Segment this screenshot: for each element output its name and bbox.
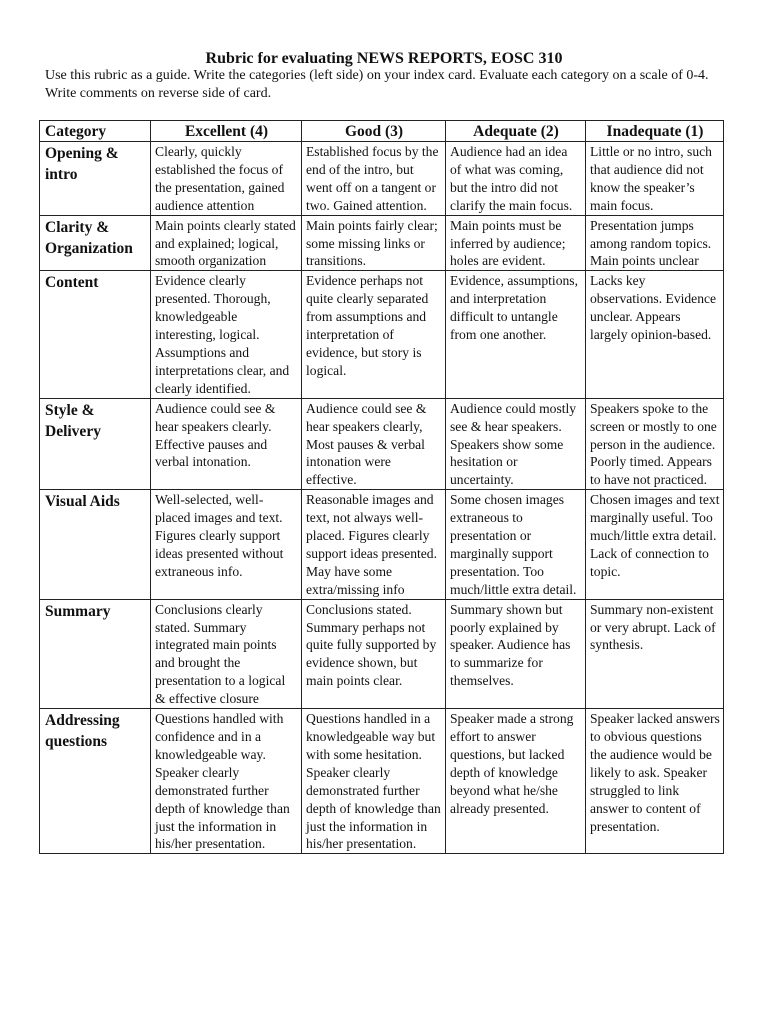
table-row — [40, 490, 724, 599]
column-header-adequate: Adequate (2) — [446, 121, 586, 142]
table-cell: Well-selected, well-placed images and text. Figures clearly support ideas presented without extraneous info. — [151, 490, 302, 599]
table-row — [40, 398, 724, 490]
column-header-excellent: Excellent (4) — [151, 121, 302, 142]
column-header-category: Category — [40, 121, 151, 142]
table-cell: Conclusions clearly stated. Summary integrated main points and brought the presentation to a logical & effective closure — [151, 599, 302, 708]
table-row — [40, 142, 724, 216]
row-category: Summary — [40, 599, 151, 708]
table-cell: Lacks key observations. Evidence unclear. Appears largely opinion-based. — [586, 271, 724, 398]
row-category: Visual Aids — [40, 490, 151, 599]
table-row — [40, 709, 724, 854]
table-cell: Evidence clearly presented. Thorough, knowledgeable interesting, logical. Assumptions and interpretations clear, and clearly identified. — [151, 271, 302, 398]
row-category: Addressing questions — [40, 709, 151, 854]
table-cell: Main points clearly stated and explained; logical, smooth organization — [151, 215, 302, 271]
table-cell: Speakers spoke to the screen or mostly to one person in the audience. Poorly timed. Appears to have not practiced. — [586, 398, 724, 490]
table-cell: Audience could see & hear speakers clearly, Most pauses & verbal intonation were effective. — [302, 398, 446, 490]
table-cell: Chosen images and text marginally useful. Too much/little extra detail. Lack of connection to topic. — [586, 490, 724, 599]
table-cell: Audience could mostly see & hear speakers. Speakers show some hesitation or uncertainty. — [446, 398, 586, 490]
table-cell: Speaker lacked answers to obvious questions the audience would be likely to ask. Speaker struggled to link answer to content of presentation. — [586, 709, 724, 854]
table-cell: Questions handled in a knowledgeable way but with some hesitation. Speaker clearly demonstrated further depth of knowledge than just the information in his/her presentation. — [302, 709, 446, 854]
table-cell: Evidence perhaps not quite clearly separated from assumptions and interpretation of evidence, but story is logical. — [302, 271, 446, 398]
column-header-inadequate: Inadequate (1) — [586, 121, 724, 142]
table-cell: Summary shown but poorly explained by speaker. Audience has to summarize for themselves. — [446, 599, 586, 708]
table-cell: Little or no intro, such that audience did not know the speaker’s main focus. — [586, 142, 724, 216]
table-cell: Evidence, assumptions, and interpretation difficult to untangle from one another. — [446, 271, 586, 398]
table-cell: Questions handled with confidence and in a knowledgeable way. Speaker clearly demonstrated further depth of knowledge than just the information in his/her presentation. — [151, 709, 302, 854]
rubric-table — [39, 120, 724, 854]
table-row — [40, 215, 724, 271]
table-cell: Presentation jumps among random topics. Main points unclear — [586, 215, 724, 271]
column-header-good: Good (3) — [302, 121, 446, 142]
table-cell: Main points must be inferred by audience; holes are evident. — [446, 215, 586, 271]
table-cell: Conclusions stated. Summary perhaps not quite fully supported by evidence shown, but main points clear. — [302, 599, 446, 708]
document-title: Rubric for evaluating NEWS REPORTS, EOSC 310 — [205, 50, 563, 67]
table-cell: Audience could see & hear speakers clearly. Effective pauses and verbal intonation. — [151, 398, 302, 490]
row-category: Clarity & Organization — [40, 215, 151, 271]
table-cell: Some chosen images extraneous to presentation or marginally support presentation. Too much/little extra detail. — [446, 490, 586, 599]
table-cell: Main points fairly clear; some missing links or transitions. — [302, 215, 446, 271]
header-row — [40, 121, 724, 142]
table-cell: Audience had an idea of what was coming, but the intro did not clarify the main focus. — [446, 142, 586, 216]
table-cell: Established focus by the end of the intro, but went off on a tangent or two. Gained attention. — [302, 142, 446, 216]
document-instructions: Use this rubric as a guide. Write the categories (left side) on your index card. Evaluate each category on a scale of 0-4. Write comments on reverse side of card. — [45, 68, 709, 101]
row-category: Style & Delivery — [40, 398, 151, 490]
table-cell: Reasonable images and text, not always well-placed. Figures clearly support ideas presented. May have some extra/missing info — [302, 490, 446, 599]
table-cell: Speaker made a strong effort to answer questions, but lacked depth of knowledge beyond what he/she already presented. — [446, 709, 586, 854]
row-category: Content — [40, 271, 151, 398]
table-cell: Summary non-existent or very abrupt. Lack of synthesis. — [586, 599, 724, 708]
table-row — [40, 599, 724, 708]
table-row — [40, 271, 724, 398]
row-category: Opening & intro — [40, 142, 151, 216]
table-cell: Clearly, quickly established the focus of the presentation, gained audience attention — [151, 142, 302, 216]
